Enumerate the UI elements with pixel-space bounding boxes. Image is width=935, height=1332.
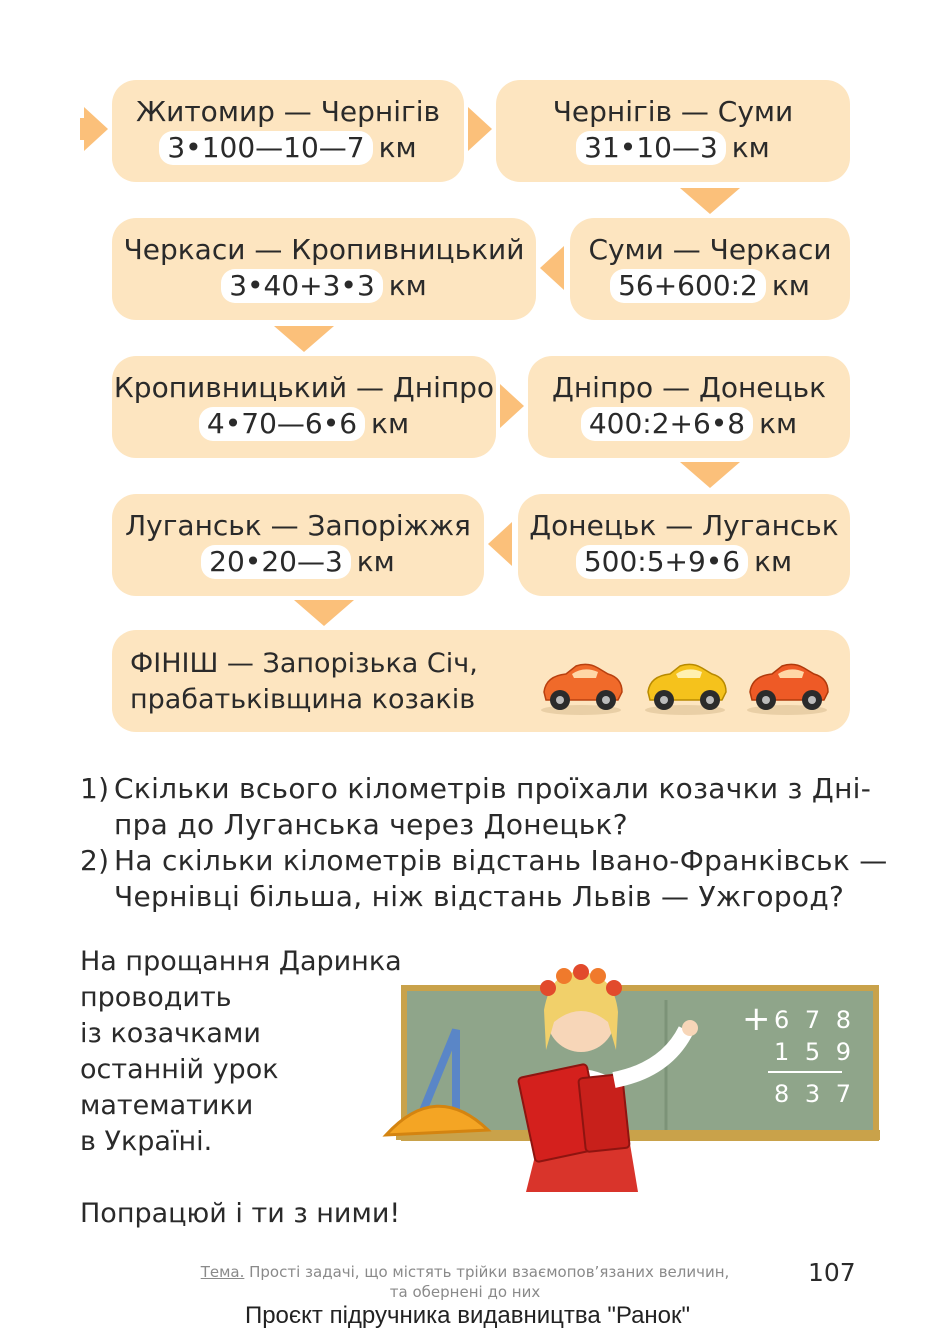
route-label: Кропивницький — Дніпро [113, 371, 495, 404]
arrow-down [680, 188, 740, 214]
route-expression: 400:2+6•8 [581, 407, 753, 441]
arrow-start [84, 107, 108, 151]
route-unit: км [378, 131, 417, 164]
toy-car-orange-illustration [536, 652, 626, 718]
route-label: Донецьк — Луганськ [529, 509, 839, 542]
story-line: в Україні. [80, 1126, 213, 1157]
route-box-luhansk-zaporizhzhia [112, 494, 484, 596]
topic-label: Тема. [200, 1263, 245, 1281]
route-unit: км [388, 269, 427, 302]
route-box-donetsk-luhansk [518, 494, 850, 596]
question-1-cont [114, 807, 628, 843]
route-expression: 3•40+3•3 [221, 269, 383, 303]
board-sum: 8 3 7 [774, 1080, 856, 1108]
story-line: останній урок [80, 1054, 279, 1085]
route-expression: 4•70—6•6 [199, 407, 365, 441]
route-box-sumy-cherkasy [570, 218, 850, 320]
question-1 [80, 771, 871, 807]
route-label: Суми — Черкаси [588, 233, 832, 266]
arrow-down [294, 600, 354, 626]
footer-topic [160, 1262, 770, 1302]
route-expression: 20•20—3 [201, 545, 351, 579]
route-box-dnipro-donetsk [528, 356, 850, 458]
route-expression: 56+600:2 [610, 269, 766, 303]
arrow-left [540, 246, 564, 290]
question-text: Чернівці більша, ніж відстань Львів — Ужгород? [114, 880, 845, 913]
story-paragraph [80, 944, 402, 1160]
topic-text-2: та обернені до них [389, 1283, 541, 1301]
question-number: 2) [80, 844, 110, 877]
route-label: Чернігів — Суми [552, 95, 794, 128]
project-caption: Проєкт підручника видавництва "Ранок" [244, 1302, 691, 1329]
route-box-kropyvnytskyi-dnipro [112, 356, 496, 458]
arrow-down [680, 462, 740, 488]
arrow-left [488, 522, 512, 566]
route-unit: км [759, 407, 798, 440]
route-unit: км [771, 269, 810, 302]
board-plus-sign: + [742, 999, 771, 1039]
arrow-down [274, 326, 334, 352]
question-text: пра до Луганська через Донецьк? [114, 808, 628, 841]
story-line: проводить [80, 982, 232, 1013]
route-box-cherkasy-kropyvnytskyi [112, 218, 536, 320]
route-box-zhytomyr-chernihiv [112, 80, 464, 182]
route-label: Житомир — Чернігів [136, 95, 440, 128]
closing-line: Попрацюй і ти з ними! [80, 1198, 401, 1229]
route-label: Дніпро — Донецьк [552, 371, 826, 404]
topic-text: Прості задачі, що містять трійки взаємопов’язаних величин, [244, 1263, 730, 1281]
board-addend-1: 6 7 8 [774, 1006, 856, 1034]
story-line: із козачками [80, 1018, 261, 1049]
route-unit: км [731, 131, 770, 164]
board-addend-2: 1 5 9 [774, 1038, 856, 1066]
toy-car-yellow-illustration [640, 652, 730, 718]
question-2-cont [114, 879, 844, 915]
route-unit: км [754, 545, 793, 578]
route-unit: км [356, 545, 395, 578]
finish-text [130, 646, 478, 718]
route-expression: 500:5+9•6 [576, 545, 748, 579]
toy-car-red-illustration [742, 652, 832, 718]
route-expression: 3•100—10—7 [159, 131, 372, 165]
route-box-chernihiv-sumy [496, 80, 850, 182]
page-number: 107 [808, 1258, 856, 1287]
finish-box [112, 630, 850, 732]
teacher-girl-blackboard-illustration [376, 930, 880, 1192]
finish-line-2: прабатьківщина козаків [130, 684, 476, 715]
route-unit: км [371, 407, 410, 440]
question-text: Скільки всього кілометрів проїхали козачки з Дні- [114, 772, 872, 805]
arrow-right [500, 384, 524, 428]
route-expression: 31•10—3 [576, 131, 726, 165]
question-number: 1) [80, 772, 110, 805]
arrow-right [468, 107, 492, 151]
story-line: На прощання Даринка [80, 946, 402, 977]
finish-line-1: ФІНІШ — Запорізька Січ, [130, 648, 478, 679]
route-label: Черкаси — Кропивницький [123, 233, 525, 266]
question-text: На скільки кілометрів відстань Івано-Франківськ — [114, 844, 888, 877]
route-label: Луганськ — Запоріжжя [125, 509, 471, 542]
story-line: математики [80, 1090, 254, 1121]
question-2 [80, 843, 888, 879]
